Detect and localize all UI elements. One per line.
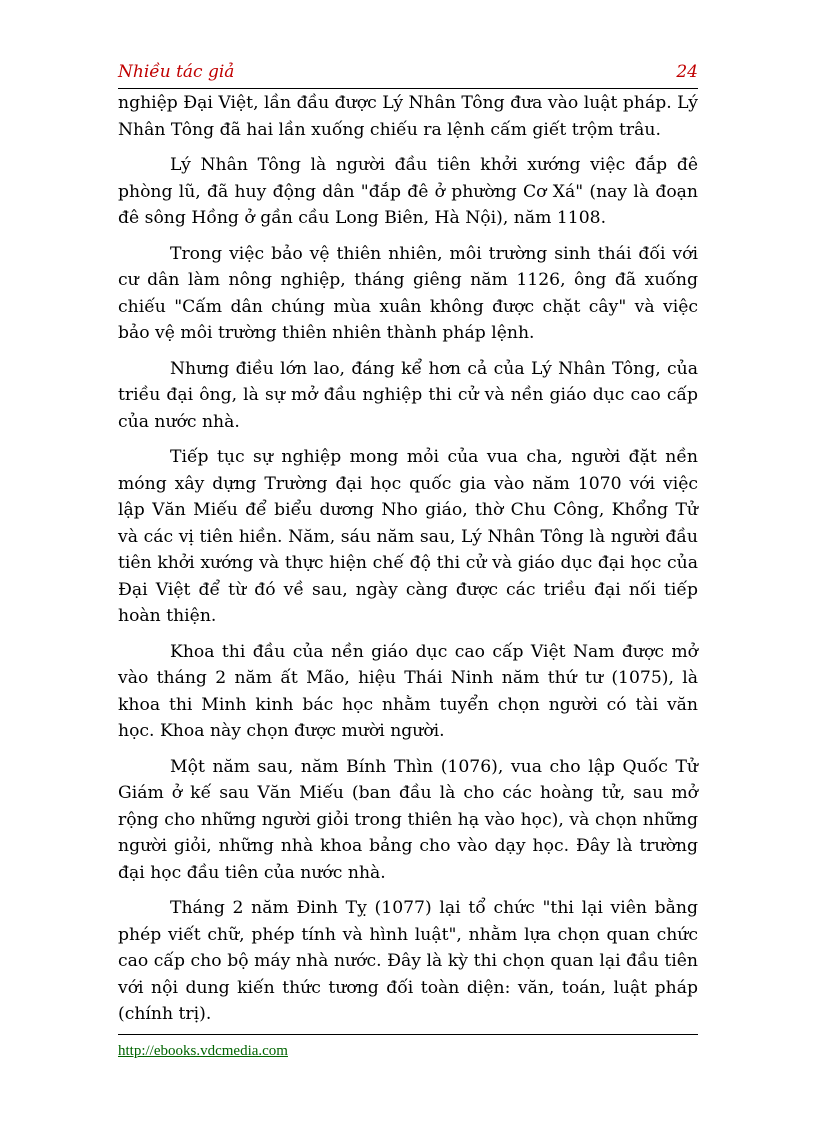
paragraph: Một năm sau, năm Bính Thìn (1076), vua cho lập Quốc Tử Giám ở kế sau Văn Miếu (ban đầu là cho các hoàng tử, sau mở rộng cho những người giỏi trong thiên hạ vào học), và chọn những người giỏi, những nhà khoa bảng cho vào dạy học. Đây là trường đại học đầu tiên của nước nhà. bbox=[118, 756, 698, 883]
paragraph: Lý Nhân Tông là người đầu tiên khởi xướng việc đắp đê phòng lũ, đã huy động dân "đắp đê ở phường Cơ Xá" (nay là đoạn đê sông Hồng ở gần cầu Long Biên, Hà Nội), năm 1108. bbox=[118, 155, 698, 228]
body-text bbox=[118, 90, 698, 1037]
paragraph-continuation: nghiệp Đại Việt, lần đầu được Lý Nhân Tông đưa vào luật pháp. Lý Nhân Tông đã hai lần xuống chiếu ra lệnh cấm giết trộm trâu. bbox=[118, 93, 698, 140]
header-title: Nhiều tác giả bbox=[118, 62, 235, 82]
page-header bbox=[118, 62, 698, 89]
paragraph: Tiếp tục sự nghiệp mong mỏi của vua cha, người đặt nền móng xây dựng Trường đại học quốc gia vào năm 1070 với việc lập Văn Miếu để biểu dương Nho giáo, thờ Chu Công, Khổng Tử và các vị tiên hiền. Năm, sáu năm sau, Lý Nhân Tông là người đầu tiên khởi xướng và thực hiện chế độ thi cử và giáo dục đại học của Đại Việt để từ đó về sau, ngày càng được các triều đại nối tiếp hoàn thiện. bbox=[118, 447, 698, 626]
footer-url-link[interactable]: http://ebooks.vdcmedia.com bbox=[118, 1043, 288, 1059]
footer-divider bbox=[118, 1034, 698, 1035]
paragraph: Trong việc bảo vệ thiên nhiên, môi trường sinh thái đối với cư dân làm nông nghiệp, tháng giêng năm 1126, ông đã xuống chiếu "Cấm dân chúng mùa xuân không được chặt cây" và việc bảo vệ môi trường thiên nhiên thành pháp lệnh. bbox=[118, 243, 698, 343]
paragraph: Nhưng điều lớn lao, đáng kể hơn cả của Lý Nhân Tông, của triều đại ông, là sự mở đầu nghiệp thi cử và nền giáo dục cao cấp của nước nhà. bbox=[118, 358, 698, 432]
paragraph: Tháng 2 năm Đinh Tỵ (1077) lại tổ chức "thi lại viên bằng phép viết chữ, phép tính và hình luật", nhằm lựa chọn quan chức cao cấp cho bộ máy nhà nước. Đây là kỳ thi chọn quan lại đầu tiên với nội dung kiến thức tương đối toàn diện: văn, toán, luật pháp (chính trị). bbox=[118, 898, 698, 1024]
paragraph: Khoa thi đầu của nền giáo dục cao cấp Việt Nam được mở vào tháng 2 năm ất Mão, hiệu Thái Ninh năm thứ tư (1075), là khoa thi Minh kinh bác học nhằm tuyển chọn người có tài văn học. Khoa này chọn được mười người. bbox=[118, 641, 698, 741]
page-number: 24 bbox=[676, 62, 698, 82]
